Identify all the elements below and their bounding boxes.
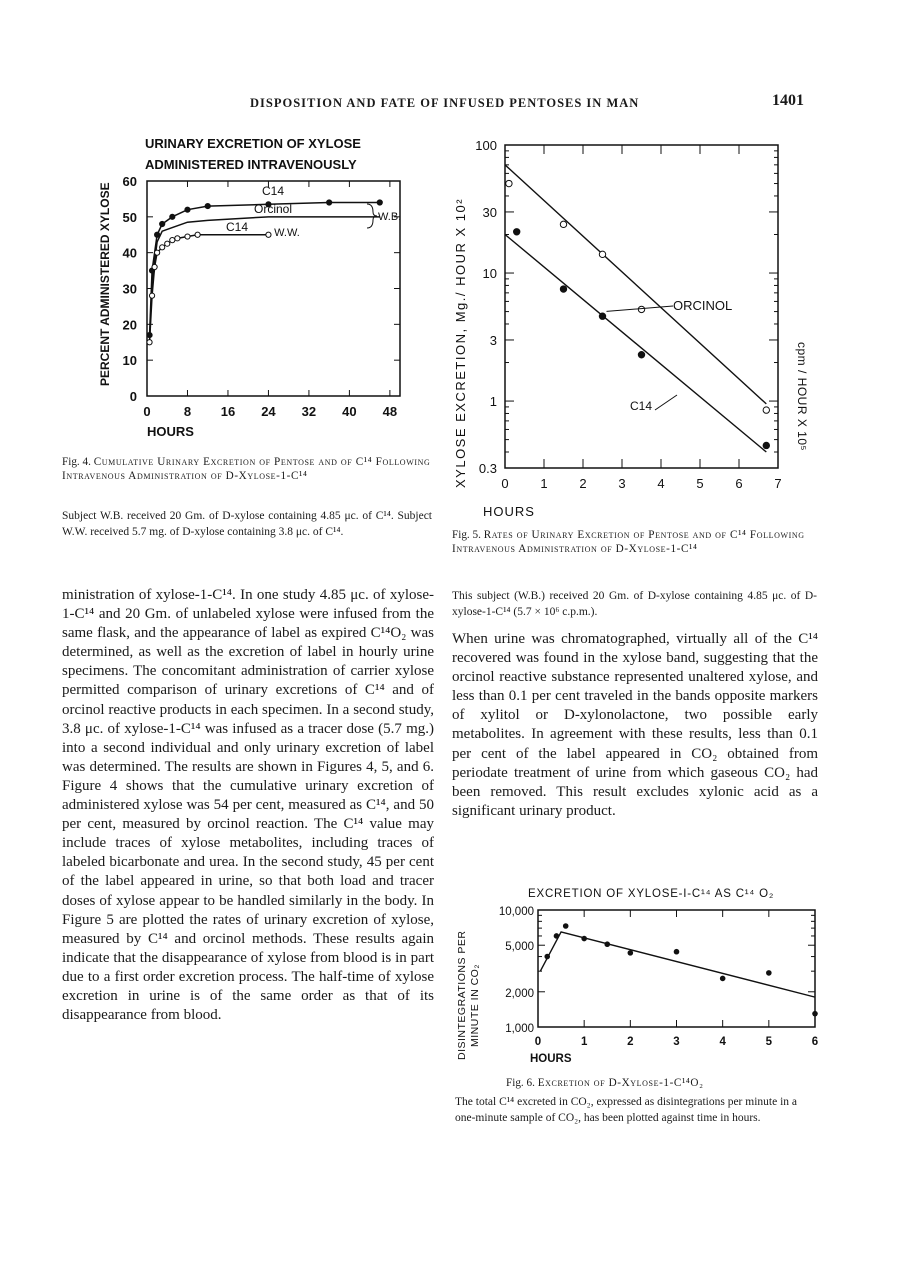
- fig5-caption: [452, 528, 817, 556]
- fig5-data-point: [638, 352, 644, 358]
- fig4-y-tick-label: 30: [122, 281, 137, 297]
- fig5-annotation-orcinol: ORCINOL: [673, 298, 733, 313]
- right-body-paragraph: When urine was chromatographed, virtually all of the C¹⁴ recovered was found in the xylose band, suggesting that the orcinol reactive substance represented unaltered xylose, and less than 0.1 per cent traveled in the bands opposite markers of xylitol or D-xylonolactone, two possible early metabolites. In agreement with these results, less than 0.1 per cent of the label appeared in CO₂ obtained from periodate treatment of urine from which gaseous CO₂ had been removed. This result excludes xylonic acid as a significant urinary product.: [452, 631, 818, 819]
- fig4-x-tick-label: 8: [183, 404, 192, 419]
- fig4-title-line1: URINARY EXCRETION OF XYLOSE: [145, 136, 361, 151]
- fig5-caption-label: Fig. 5.: [452, 529, 481, 541]
- fig4-data-point: [160, 221, 165, 226]
- fig6-x-tick-label: 2: [627, 1036, 634, 1048]
- fig4-series-line: [150, 217, 380, 342]
- fig4-caption-label: Fig. 4.: [62, 456, 91, 468]
- fig6-data-point: [812, 1011, 818, 1017]
- fig5-fit-line: [505, 165, 766, 404]
- fig4-series-line: [150, 235, 269, 343]
- fig6-x-label: HOURS: [530, 1053, 572, 1065]
- fig6-x-tick-label: 1: [580, 1036, 588, 1048]
- fig4-data-point: [170, 238, 175, 243]
- fig6-data-point: [581, 936, 587, 942]
- fig4-caption-title: Cumulative Urinary Excretion of Pentose and of C¹⁴ Following Intravenous Administration of D-Xylose-1-C¹⁴: [62, 456, 431, 482]
- fig5-annotation-c14: C14: [629, 399, 653, 413]
- fig4-data-point: [170, 214, 175, 219]
- fig6-fit-line: [540, 932, 815, 997]
- fig6-y-tick-label: 2,000: [505, 987, 534, 1000]
- fig5-y-tick-label: 0.3: [478, 461, 497, 476]
- fig4-x-tick-label: 40: [342, 404, 357, 419]
- fig5-data-point: [560, 221, 566, 227]
- fig6-data-point: [674, 949, 680, 955]
- fig5-x-tick-label: 4: [657, 476, 665, 491]
- fig4-annotation-c14-ww: C14: [225, 220, 249, 234]
- fig6-data-point: [544, 954, 550, 960]
- fig4-x-tick-label: 0: [143, 404, 151, 419]
- fig5-y-tick-label: 100: [475, 138, 497, 153]
- fig6-frame: [538, 910, 815, 1027]
- fig5-x-tick-label: 1: [540, 476, 548, 491]
- fig4-annotation-orcinol: Orcinol: [253, 202, 293, 216]
- fig5-x-label: HOURS: [483, 504, 535, 519]
- fig6-caption-label: Fig. 6.: [506, 1077, 535, 1089]
- fig5-x-tick-label: 5: [696, 476, 704, 491]
- fig5-y-label: XYLOSE EXCRETION, Mg./ HOUR X 10²: [453, 197, 468, 488]
- fig6-caption-title: Excretion of D-Xylose-1-C¹⁴O₂: [537, 1077, 704, 1089]
- fig4-title-line2: ADMINISTERED INTRAVENOUSLY: [145, 157, 357, 172]
- fig5-x-tick-label: 2: [579, 476, 587, 491]
- fig4-y-tick-label: 60: [122, 174, 137, 189]
- fig6-y-tick-label: 5,000: [505, 941, 534, 954]
- fig6-y-label-2: MINUTE IN CO₂: [469, 964, 481, 1047]
- fig6-data-point: [766, 970, 772, 976]
- fig6-x-tick-label: 6: [811, 1036, 819, 1048]
- fig5-data-point: [560, 286, 566, 292]
- fig5-data-point: [763, 442, 769, 448]
- fig4-x-tick-label: 48: [382, 404, 398, 419]
- fig6-note: The total C¹⁴ excreted in CO₂, expressed as disintegrations per minute in a one-minute sample of CO₂, has been plotted against time in hours.: [455, 1096, 798, 1124]
- fig4-data-point: [160, 245, 165, 250]
- fig4-data-point: [165, 241, 170, 246]
- left-body-paragraph: ministration of xylose-1-C¹⁴. In one study 4.85 μc. of xylose-1-C¹⁴ and 20 Gm. of unlabeled xylose were infused from the same flask, and the appearance of label as expired C¹⁴O₂ was determined, as well as the excretion of label in hourly urine specimens. The concomitant administration of carrier xylose permitted comparison of urinary excretions of C¹⁴ and of orcinol reactive products in each specimen. In a second study, 3.8 μc. of xylose-1-C¹⁴ was infused as a tracer dose (5.7 mg.) into a second individual and only urinary excretion of label was determined. The results are shown in Figures 4, 5, and 6. Figure 4 shows that the cumulative urinary excretion of administered xylose was 54 per cent, measured as C¹⁴, and 50 per cent, measured by orcinol reaction. The C¹⁴ value may include traces of xylose metabolites, including traces of labeled bicarbonate and urea. In the second study, 45 per cent of the label appeared in urine, so that both load and tracer doses of xylose appear to be handled similarly in the body. In Figure 5 are plotted the rates of urinary excretion of xylose, measured by C¹⁴ and orcinol methods. These results again indicate that the disappearance of xylose from blood is in part due to a first order excretion process. The half-time of xylose excretion in urine is of the same order as that of its disappearance from blood.: [62, 587, 434, 1024]
- fig6-title: EXCRETION OF XYLOSE-I-C¹⁴ AS C¹⁴ O₂: [528, 888, 775, 900]
- fig5-x-tick-label: 7: [774, 476, 782, 491]
- fig6-x-tick-label: 5: [765, 1036, 773, 1048]
- fig4-data-point: [185, 234, 190, 239]
- figure-5-chart: [445, 130, 820, 520]
- fig5-c14-leader: [655, 395, 677, 410]
- fig4-x-label: HOURS: [147, 424, 194, 439]
- fig4-y-tick-label: 0: [129, 389, 137, 404]
- fig6-y-label-1: DISINTEGRATIONS PER: [456, 930, 468, 1060]
- fig4-data-point: [149, 293, 154, 298]
- fig4-brace: [367, 204, 377, 228]
- fig4-data-point: [147, 340, 152, 345]
- fig6-data-point: [628, 950, 634, 956]
- fig4-data-point: [175, 236, 180, 241]
- fig5-data-point: [599, 251, 605, 257]
- fig4-annotation-c14-wb: C14: [261, 184, 285, 198]
- fig4-x-tick-label: 16: [220, 404, 236, 419]
- fig4-annotation-wb: W.B.: [378, 211, 402, 223]
- figure-6-chart: [448, 885, 833, 1065]
- fig4-data-point: [205, 203, 210, 208]
- running-head: DISPOSITION AND FATE OF INFUSED PENTOSES IN MAN: [250, 96, 640, 110]
- fig5-data-point: [599, 313, 605, 319]
- fig4-x-tick-label: 24: [261, 404, 276, 419]
- fig6-x-tick-label: 3: [673, 1036, 680, 1048]
- fig4-data-point: [377, 200, 382, 205]
- fig4-annotation-ww: W.W.: [274, 227, 300, 239]
- fig5-y-tick-label: 30: [482, 204, 497, 220]
- fig5-y-tick-label: 1: [489, 394, 497, 410]
- fig4-note: Subject W.B. received 20 Gm. of D-xylose containing 4.85 μc. of C¹⁴. Subject W.W. received 5.7 mg. of D-xylose containing 3.8 μc. of C¹⁴.: [62, 510, 432, 538]
- fig4-y-tick-label: 10: [122, 353, 137, 369]
- fig4-data-point: [266, 232, 271, 237]
- fig4-y-tick-label: 40: [122, 245, 137, 261]
- fig5-note: This subject (W.B.) received 20 Gm. of D-xylose containing 4.85 μc. of D-xylose-1-C¹⁴ (5.7 × 10⁶ c.p.m.).: [452, 590, 817, 618]
- fig5-x-tick-label: 0: [501, 476, 509, 491]
- fig5-data-point: [514, 229, 520, 235]
- fig6-y-tick-label: 10,000: [498, 906, 534, 918]
- fig6-data-point: [563, 923, 569, 929]
- fig4-y-label: PERCENT ADMINISTERED XYLOSE: [98, 182, 112, 386]
- fig6-caption: [506, 1076, 816, 1090]
- fig4-y-tick-label: 20: [122, 317, 137, 333]
- fig5-y2-label: cpm / HOUR X 10⁵: [795, 342, 809, 451]
- fig6-data-point: [604, 941, 610, 947]
- fig5-data-point: [763, 407, 769, 413]
- fig5-data-point: [506, 180, 512, 186]
- fig4-series-line: [150, 203, 380, 336]
- fig5-x-tick-label: 6: [735, 476, 743, 491]
- figure-4-chart: [95, 128, 425, 448]
- fig4-caption: [62, 455, 432, 483]
- fig6-data-point: [554, 933, 560, 939]
- fig5-y-tick-label: 10: [482, 266, 497, 282]
- fig4-x-tick-label: 32: [301, 404, 317, 419]
- fig5-x-tick-label: 3: [618, 476, 626, 491]
- fig5-y-tick-label: 3: [489, 332, 497, 348]
- fig6-x-tick-label: 4: [719, 1036, 726, 1048]
- fig5-caption-title: Rates of Urinary Excretion of Pentose and of C¹⁴ Following Intravenous Administration of D-Xylose-1-C¹⁴: [452, 529, 805, 555]
- page-number: 1401: [772, 92, 804, 109]
- fig4-data-point: [195, 232, 200, 237]
- fig6-x-tick-label: 0: [534, 1036, 542, 1048]
- fig4-data-point: [185, 207, 190, 212]
- fig6-y-tick-label: 1,000: [505, 1023, 534, 1035]
- fig4-data-point: [152, 264, 157, 269]
- fig4-data-point: [327, 200, 332, 205]
- fig4-data-point: [155, 250, 160, 255]
- fig6-data-point: [720, 976, 726, 982]
- fig5-fit-line: [505, 234, 766, 452]
- fig5-data-point: [638, 306, 644, 312]
- fig4-y-tick-label: 50: [122, 209, 137, 225]
